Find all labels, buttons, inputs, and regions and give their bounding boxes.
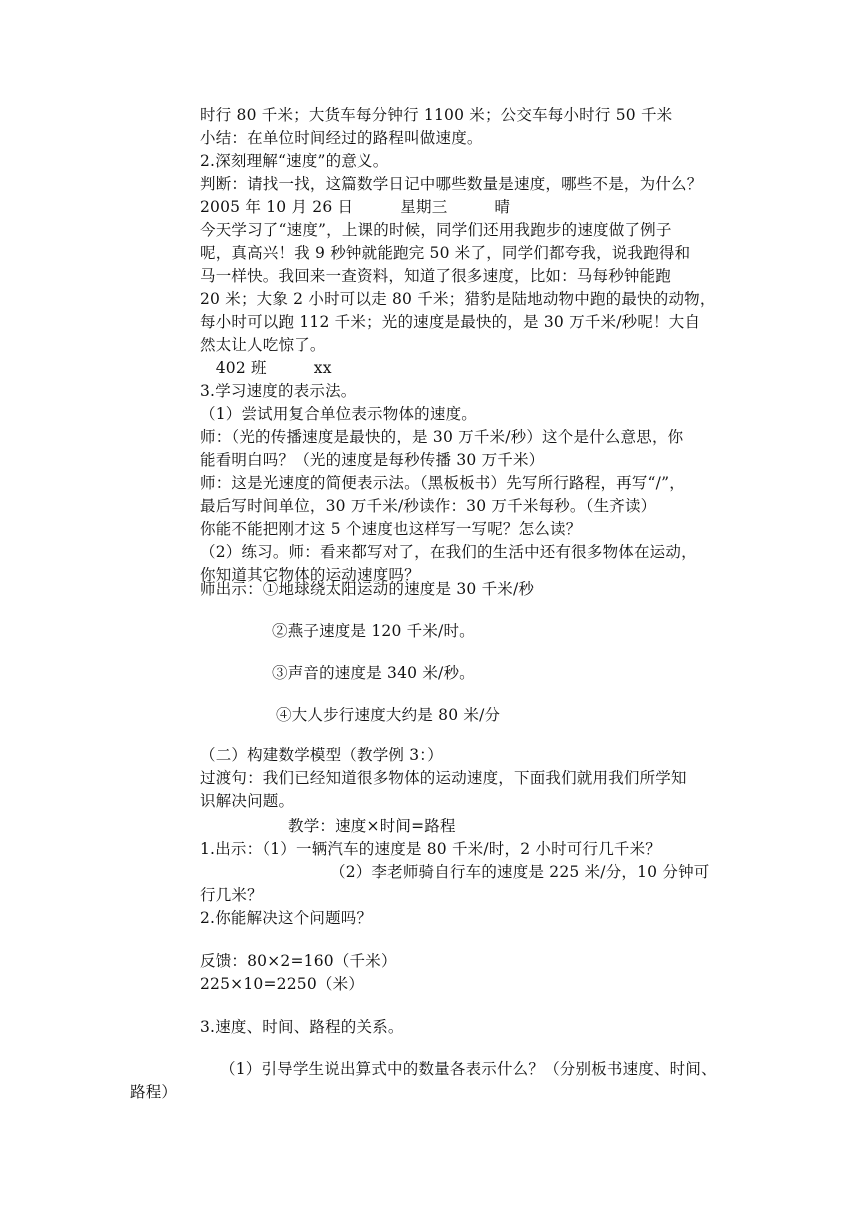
text-line: 你能不能把刚才这 5 个速度也这样写一写呢？怎么读？ xyxy=(200,520,582,538)
text-line: 能看明白吗？（光的速度是每秒传播 30 万千米） xyxy=(200,451,545,469)
example-line: ④大人步行速度大约是 80 米/分 xyxy=(276,706,501,724)
formula-line: 教学：速度×时间=路程 xyxy=(288,817,456,835)
diary-text-line: 今天学习了“速度”，上课的时候，同学们还用我跑步的速度做了例子 xyxy=(200,221,672,239)
problem-line: 1.出示：（1）一辆汽车的速度是 80 千米/时，2 小时可行几千米？ xyxy=(200,840,661,858)
example-line: 师出示：①地球绕太阳运动的速度是 30 千米/秒 xyxy=(200,580,535,598)
problem-line: （2）李老师骑自行车的速度是 225 米/分，10 分钟可 xyxy=(330,863,710,881)
diary-text-line: 然太让人吃惊了。 xyxy=(200,336,326,354)
text-line: 路程） xyxy=(130,1083,178,1101)
feedback-line: 反馈：80×2=160（千米） xyxy=(200,952,397,970)
section-heading: 2.你能解决这个问题吗？ xyxy=(200,909,373,927)
section-heading: 2.深刻理解“速度”的意义。 xyxy=(200,152,389,170)
diary-date-line: 2005 年 10 月 26 日 星期三 晴 xyxy=(200,198,511,216)
example-line: ②燕子速度是 120 千米/时。 xyxy=(272,622,475,640)
diary-text-line: 呢，真高兴！我 9 秒钟就能跑完 50 米了，同学们都夸我，说我跑得和 xyxy=(200,244,691,262)
text-line: 你知道其它物体的运动速度吗？ xyxy=(200,566,420,584)
text-line: 师：（光的传播速度是最快的，是 30 万千米/秒）这个是什么意思，你 xyxy=(200,428,684,446)
text-line: 师：这是光速度的简便表示法。（黑板板书）先写所行路程，再写“/”， xyxy=(200,474,685,492)
feedback-line: 225×10=2250（米） xyxy=(200,975,365,993)
text-line: （1）引导学生说出算式中的数量各表示什么？（分别板书速度、时间、 xyxy=(220,1060,717,1078)
problem-line: 行几米？ xyxy=(200,886,263,904)
diary-text-line: 20 米；大象 2 小时可以走 80 千米；猎豹是陆地动物中跑的最快的动物， xyxy=(200,290,716,308)
text-line: 过渡句：我们已经知道很多物体的运动速度，下面我们就用我们所学知 xyxy=(200,769,687,787)
diary-text-line: 马一样快。我回来一查资料，知道了很多速度，比如：马每秒钟能跑 xyxy=(200,267,672,285)
diary-signature-line: 402 班 xx xyxy=(200,359,332,377)
summary-line: 小结：在单位时间经过的路程叫做速度。 xyxy=(200,129,483,147)
example-line: ③声音的速度是 340 米/秒。 xyxy=(272,664,475,682)
text-line: 最后写时间单位，30 万千米/秒读作：30 万千米每秒。（生齐读） xyxy=(200,497,657,515)
text-line: （1）尝试用复合单位表示物体的速度。 xyxy=(200,405,477,423)
text-line: 识解决问题。 xyxy=(200,792,295,810)
section-heading: （二）构建数学模型（教学例 3：） xyxy=(200,746,443,764)
section-heading: 3.学习速度的表示法。 xyxy=(200,382,357,400)
text-line: 判断：请找一找，这篇数学日记中哪些数量是速度，哪些不是，为什么？ xyxy=(200,175,703,193)
text-line: 时行 80 千米；大货车每分钟行 1100 米；公交车每小时行 50 千米 xyxy=(200,106,673,124)
section-heading: 3.速度、时间、路程的关系。 xyxy=(200,1018,404,1036)
text-line: （2）练习。师：看来都写对了，在我们的生活中还有很多物体在运动， xyxy=(200,543,697,561)
diary-text-line: 每小时可以跑 112 千米；光的速度是最快的，是 30 万千米/秒呢！大自 xyxy=(200,313,701,331)
